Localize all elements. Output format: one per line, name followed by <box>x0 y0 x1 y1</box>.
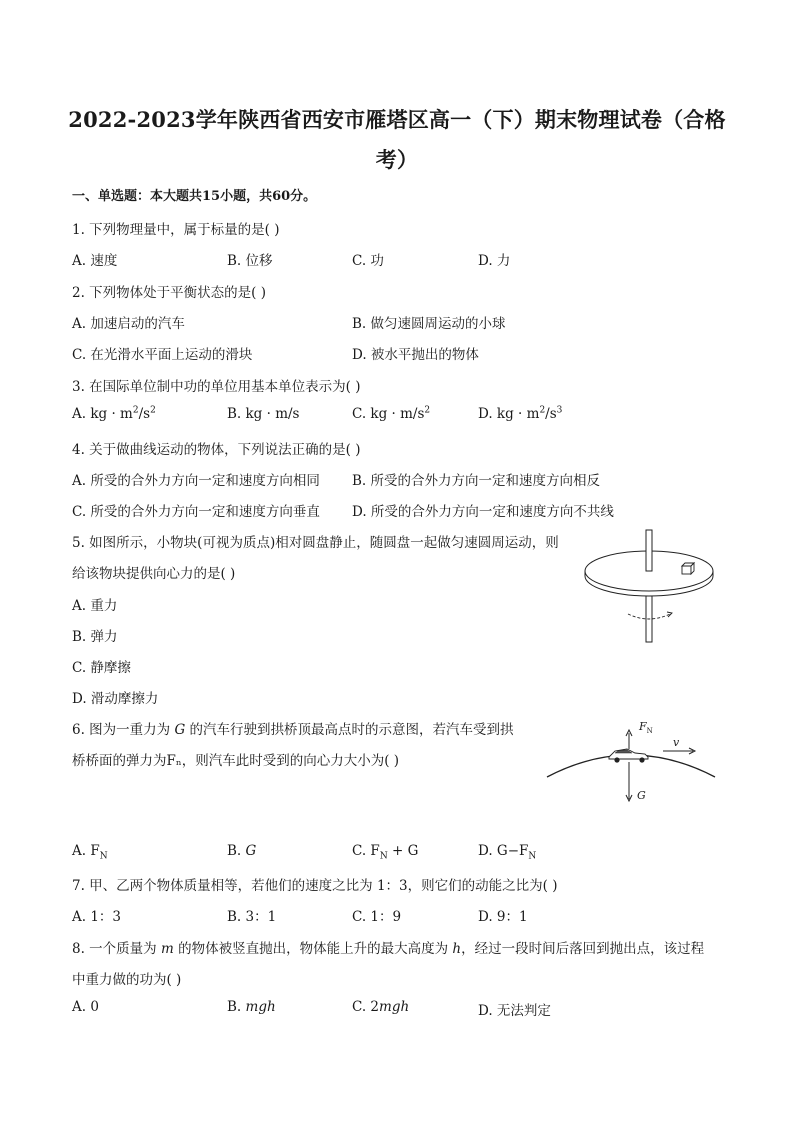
q2-option-d: D. 被水平抛出的物体 <box>352 347 479 363</box>
question-2-stem: 2. 下列物体处于平衡状态的是( ) <box>72 285 266 301</box>
question-3-stem: 3. 在国际单位制中功的单位用基本单位表示为( ) <box>72 379 361 395</box>
section-heading: 一、单选题：本大题共15小题，共60分。 <box>72 189 317 204</box>
q5-option-a: A. 重力 <box>72 598 118 614</box>
q3-option-a: A. kg · $m^2/s^2$ <box>72 405 156 422</box>
q5-option-c: C. 静摩擦 <box>72 660 131 676</box>
q6-option-d: D. $G-F_N$ <box>478 843 537 862</box>
question-4-stem: 4. 关于做曲线运动的物体，下列说法正确的是( ) <box>72 442 361 458</box>
rotating-disk-figure <box>580 528 720 648</box>
question-8-stem-2: 中重力做的功为( ) <box>72 972 182 988</box>
q2-option-a: A. 加速启动的汽车 <box>72 316 185 332</box>
q6-option-a: A. $F_N$ <box>72 843 108 862</box>
v-label: v <box>673 736 680 749</box>
q4-option-c: C. 所受的合外力方向一定和速度方向垂直 <box>72 504 320 520</box>
q8-option-b: B. mgh <box>227 999 276 1015</box>
q2-option-b: B. 做匀速圆周运动的小球 <box>352 316 506 332</box>
q7-option-b: B. 3：1 <box>227 909 277 925</box>
page-title <box>60 100 734 180</box>
title-line-2: 考） <box>375 147 419 172</box>
q8-option-a: A. 0 <box>72 999 99 1015</box>
question-7-stem: 7. 甲、乙两个物体质量相等，若他们的速度之比为 1：3，则它们的动能之比为( ) <box>72 878 558 894</box>
q6-option-b: B. G <box>227 843 257 859</box>
question-5-stem-2: 给该物块提供向心力的是( ) <box>72 566 236 582</box>
q4-option-a: A. 所受的合外力方向一定和速度方向相同 <box>72 473 320 489</box>
q5-option-d: D. 滑动摩擦力 <box>72 691 159 707</box>
q7-option-a: A. 1：3 <box>72 909 122 925</box>
arch-bridge-figure <box>545 715 725 805</box>
car-icon <box>609 749 648 763</box>
title-line-1: 2022-2023学年陕西省西安市雁塔区高一（下）期末物理试卷（合格 <box>68 107 726 132</box>
q1-option-d: D. 力 <box>478 253 511 269</box>
q1-option-b: B. 位移 <box>227 253 273 269</box>
question-6-stem-1: 6. 图为一重力为 G 的汽车行驶到拱桥顶最高点时的示意图，若汽车受到拱 <box>72 722 514 738</box>
q7-option-d: D. 9：1 <box>478 909 528 925</box>
fn-label: $F_N$ <box>639 720 653 735</box>
q8-option-c: C. 2mgh <box>352 999 410 1015</box>
axle-upper <box>646 530 652 571</box>
small-block <box>682 563 694 574</box>
g-label: G <box>637 789 646 802</box>
q4-option-d: D. 所受的合外力方向一定和速度方向不共线 <box>352 504 614 520</box>
question-8-stem-1: 8. 一个质量为 m 的物体被竖直抛出，物体能上升的最大高度为 h，经过一段时间后落回到抛出点，该过程 <box>72 941 705 957</box>
q1-option-a: A. 速度 <box>72 253 118 269</box>
q4-option-b: B. 所受的合外力方向一定和速度方向相反 <box>352 473 601 489</box>
q6-option-c: C. $F_N + G$ <box>352 843 419 862</box>
question-1-stem: 1. 下列物理量中，属于标量的是( ) <box>72 222 280 238</box>
question-5-stem-1: 5. 如图所示，小物块(可视为质点)相对圆盘静止，随圆盘一起做匀速圆周运动，则 <box>72 535 559 551</box>
q3-option-b: B. kg · m/s <box>227 406 300 422</box>
q2-option-c: C. 在光滑水平面上运动的滑块 <box>72 347 253 363</box>
q1-option-c: C. 功 <box>352 253 384 269</box>
q7-option-c: C. 1：9 <box>352 909 402 925</box>
q8-option-d: D. 无法判定 <box>478 1003 551 1019</box>
question-6-stem-2: 桥桥面的弹力为Fₙ，则汽车此时受到的向心力大小为( ) <box>72 753 400 769</box>
q5-option-b: B. 弹力 <box>72 629 118 645</box>
q3-option-d: D. kg · $m^2/s^3$ <box>478 405 563 422</box>
q3-option-c: C. kg · $m/s^2$ <box>352 405 431 422</box>
